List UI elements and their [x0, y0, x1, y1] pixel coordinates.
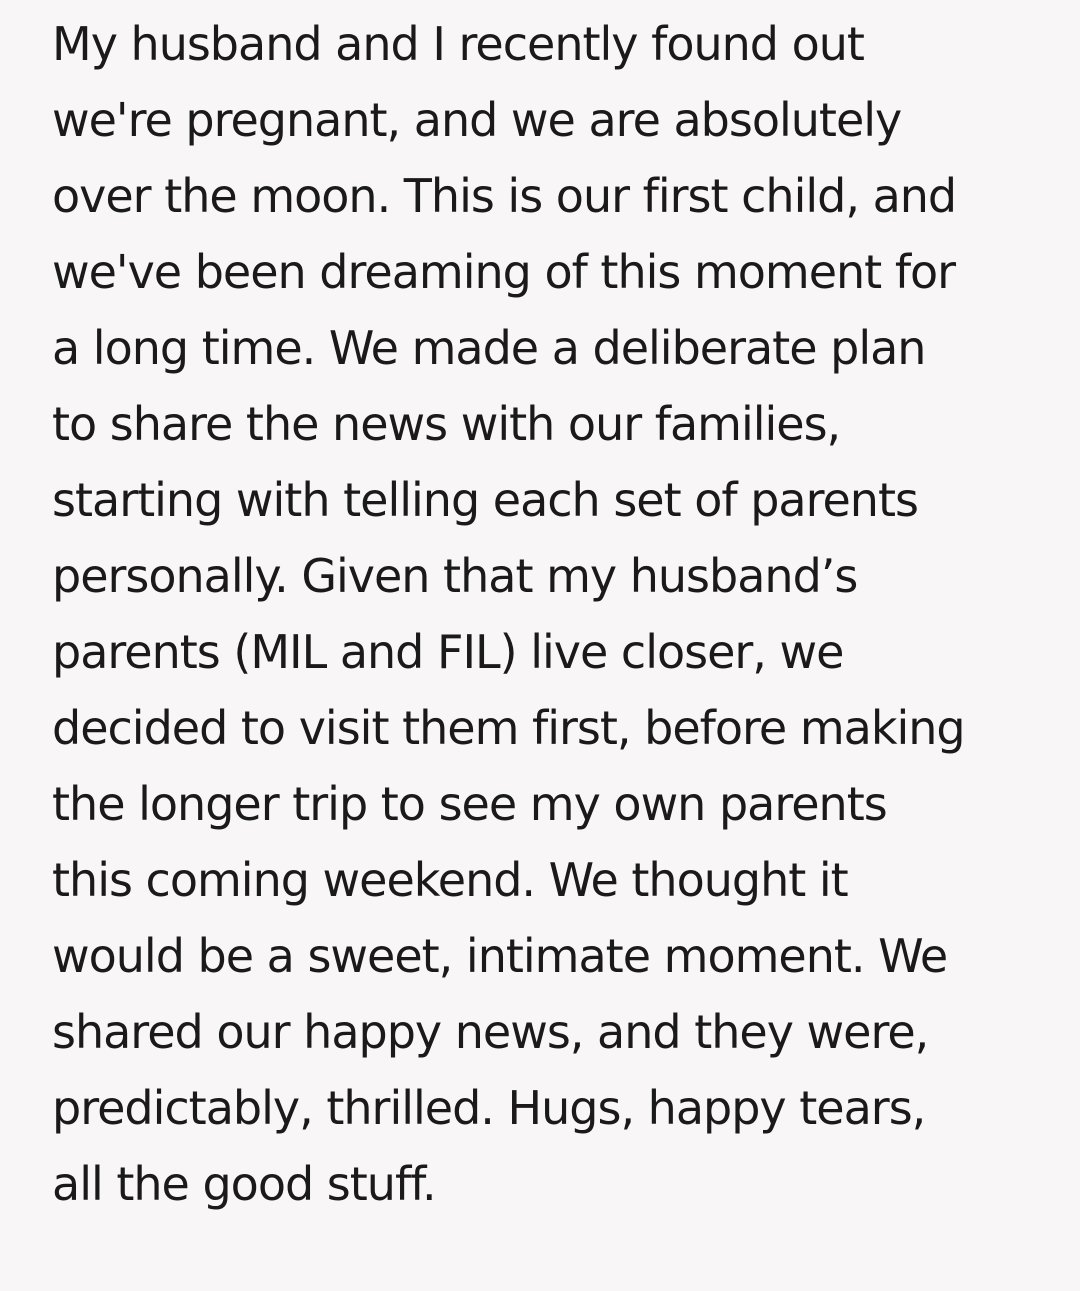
text-line: predictably, thrilled. Hugs, happy tears,	[52, 1081, 926, 1135]
post-body-text	[52, 6, 1072, 1222]
text-line: over the moon. This is our first child, and	[52, 169, 957, 223]
text-line: all the good stuff.	[52, 1157, 436, 1211]
text-line: shared our happy news, and they were,	[52, 1005, 929, 1059]
text-line: to share the news with our families,	[52, 397, 841, 451]
text-line: this coming weekend. We thought it	[52, 853, 848, 907]
text-line: personally. Given that my husband’s	[52, 549, 858, 603]
text-line: we're pregnant, and we are absolutely	[52, 93, 902, 147]
text-line: starting with telling each set of parents	[52, 473, 918, 527]
text-line: would be a sweet, intimate moment. We	[52, 929, 948, 983]
text-line: parents (MIL and FIL) live closer, we	[52, 625, 844, 679]
text-line: decided to visit them first, before making	[52, 701, 965, 755]
text-line: we've been dreaming of this moment for	[52, 245, 956, 299]
text-line: a long time. We made a deliberate plan	[52, 321, 926, 375]
text-line: My husband and I recently found out	[52, 17, 864, 71]
text-line: the longer trip to see my own parents	[52, 777, 887, 831]
